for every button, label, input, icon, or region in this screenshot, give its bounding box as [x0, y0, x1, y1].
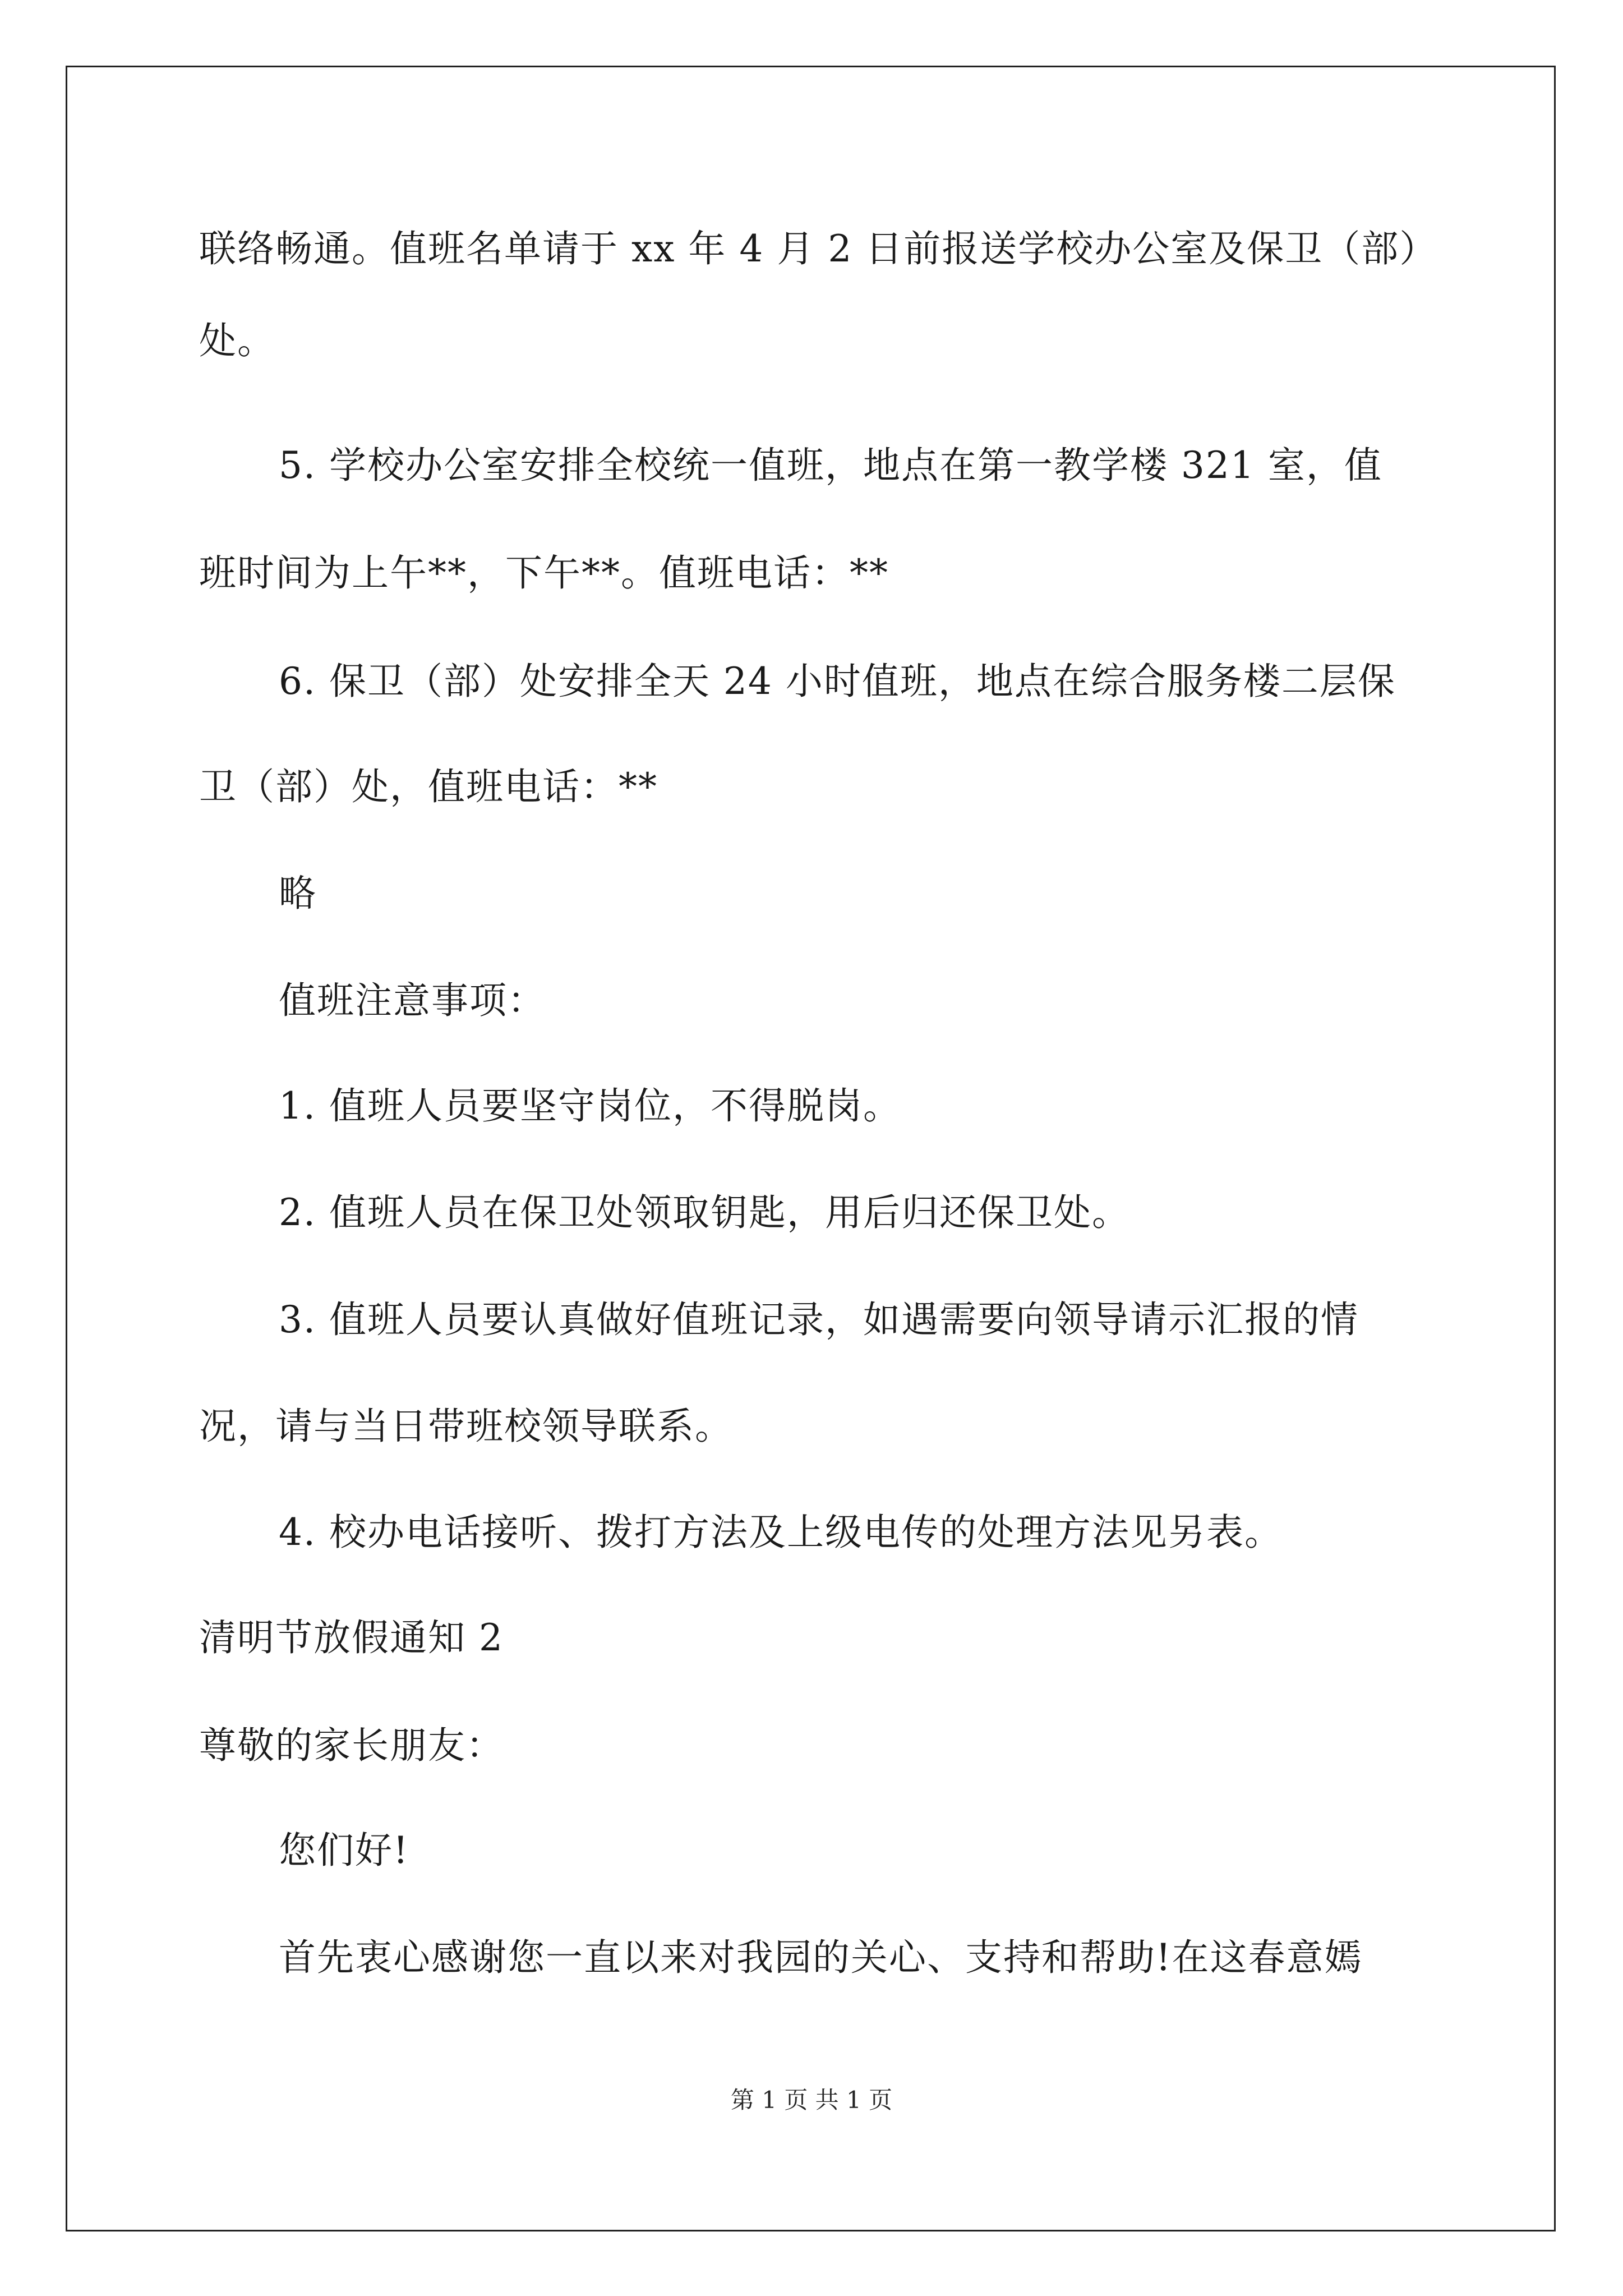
text-line-6: 卫（部）处，值班电话：**	[199, 765, 658, 808]
text-line-14: 清明节放假通知 2	[199, 1616, 504, 1659]
text-line-8: 值班注意事项：	[279, 979, 546, 1022]
text-line-9: 1. 值班人员要坚守岗位，不得脱岗。	[279, 1084, 901, 1128]
text-line-3: 5. 学校办公室安排全校统一值班，地点在第一教学楼 321 室，值	[279, 444, 1382, 487]
text-line-16: 您们好!	[279, 1829, 409, 1872]
text-line-12: 况，请与当日带班校领导联系。	[199, 1405, 733, 1448]
page-footer: 第 1 页 共 1 页	[730, 2086, 893, 2114]
text-line-17: 首先衷心感谢您一直以来对我园的关心、支持和帮助!在这春意嫣	[279, 1936, 1363, 1979]
page-frame	[66, 66, 1556, 2231]
text-line-5: 6. 保卫（部）处安排全天 24 小时值班，地点在综合服务楼二层保	[279, 660, 1396, 703]
text-line-1: 联络畅通。值班名单请于 xx 年 4 月 2 日前报送学校办公室及保卫（部）	[199, 227, 1438, 270]
text-line-10: 2. 值班人员在保卫处领取钥匙，用后归还保卫处。	[279, 1191, 1130, 1234]
text-line-4: 班时间为上午**，下午**。值班电话：**	[199, 551, 889, 595]
text-line-2: 处。	[199, 319, 275, 362]
text-line-11: 3. 值班人员要认真做好值班记录，如遇需要向领导请示汇报的情	[279, 1298, 1359, 1341]
text-line-15: 尊敬的家长朋友：	[199, 1724, 504, 1767]
text-line-7: 略	[279, 872, 317, 915]
text-line-13: 4. 校办电话接听、拨打方法及上级电传的处理方法见另表。	[279, 1511, 1283, 1554]
